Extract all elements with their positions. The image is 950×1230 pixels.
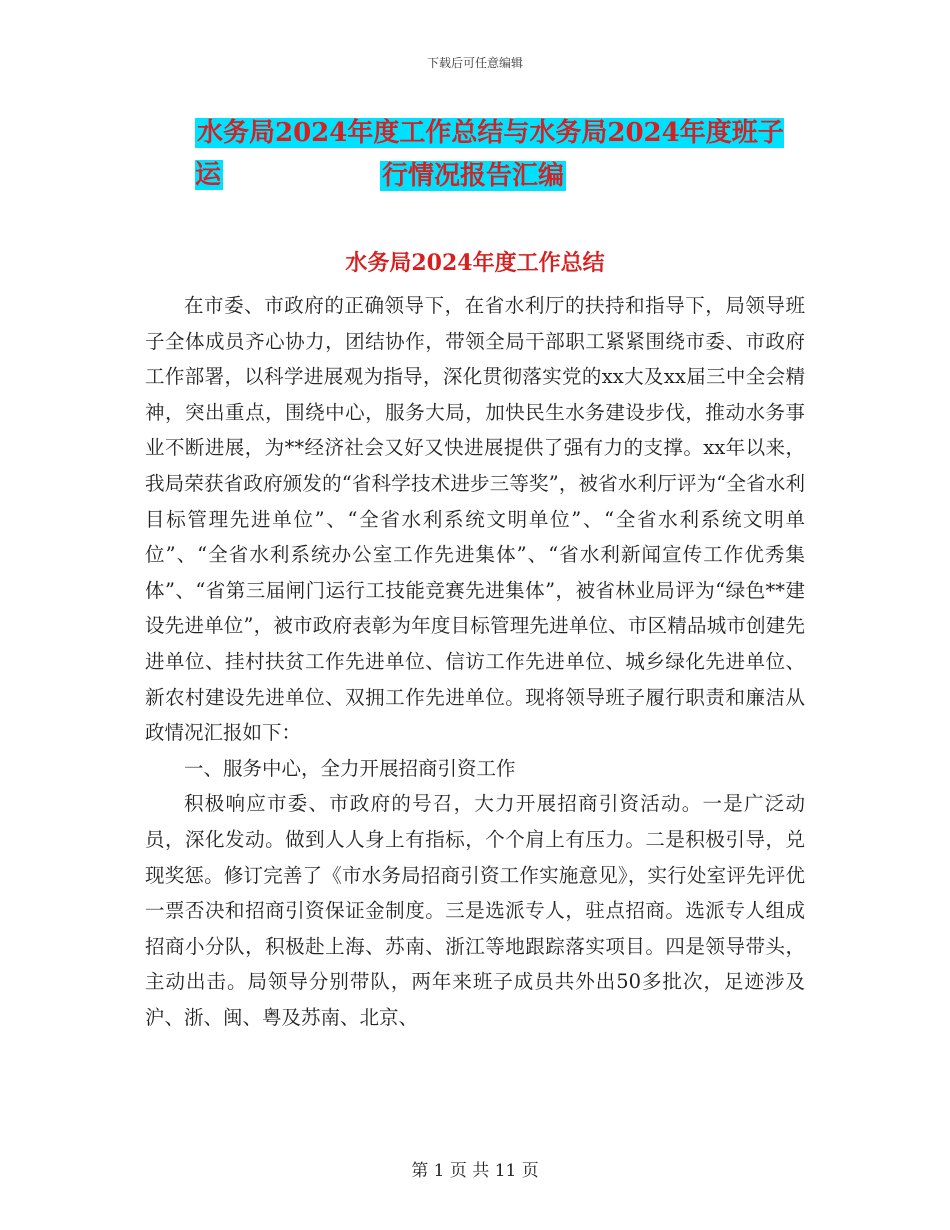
- page-footer: 第 1 页 共 11 页: [411, 1161, 539, 1181]
- paragraph-investment: 积极响应市委、市政府的号召，大力开展招商引资活动。一是广泛动员，深化发动。做到人人身上有指标，个个肩上有压力。二是积极引导，兑现奖惩。修订完善了《市水务局招商引资工作实施意见》，实行处室评先评优一票否决和招商引资保证金制度。三是选派专人，驻点招商。选派专人组成招商小分队，积极赴上海、苏南、浙江等地跟踪落实项目。四是领导带头，主动出击。局领导分别带队，两年来班子成员共外出50多批次，足迹涉及沪、浙、闽、粤及苏南、北京、: [145, 792, 805, 1029]
- document-body: [145, 288, 805, 1035]
- paragraph-heading-1: 一、服务中心，全力开展招商引资工作: [184, 756, 516, 780]
- section-title: 水务局2024年度工作总结: [345, 250, 605, 276]
- paragraph-intro: 在市委、市政府的正确领导下，在省水利厅的扶持和指导下，局领导班子全体成员齐心协力，团结协作，带领全局干部职工紧紧围绕市委、市政府工作部署，以科学进展观为指导，深化贯彻落实党的xx大及xx届三中全会精神，突出重点，围绕中心，服务大局，加快民生水务建设步伐，推动水务事业不断进展，为**经济社会又好又快进展提供了强有力的支撑。xx年以来，我局荣获省政府颁发的“省科学技术进步三等奖”，被省水利厅评为“全省水利目标管理先进单位”、“全省水利系统文明单位”、“全省水利系统文明单位”、“全省水利系统办公室工作先进集体”、“省水利新闻宣传工作优秀集体”、“省第三届闸门运行工技能竞赛先进集体”，被省林业局评为“绿色**建设先进单位”，被市政府表彰为年度目标管理先进单位、市区精品城市创建先进单位、挂村扶贫工作先进单位、信访工作先进单位、城乡绿化先进单位、新农村建设先进单位、双拥工作先进单位。现将领导班子履行职责和廉洁从政情况汇报如下：: [145, 294, 805, 745]
- header-note: 下载后可任意编辑: [426, 56, 523, 70]
- document-title-text-2: 行情况报告汇编: [382, 161, 565, 191]
- document-title-text-1: 水务局2024年度工作总结与水务局2024年度班子运: [195, 118, 784, 190]
- document-title-line-2: [380, 155, 680, 197]
